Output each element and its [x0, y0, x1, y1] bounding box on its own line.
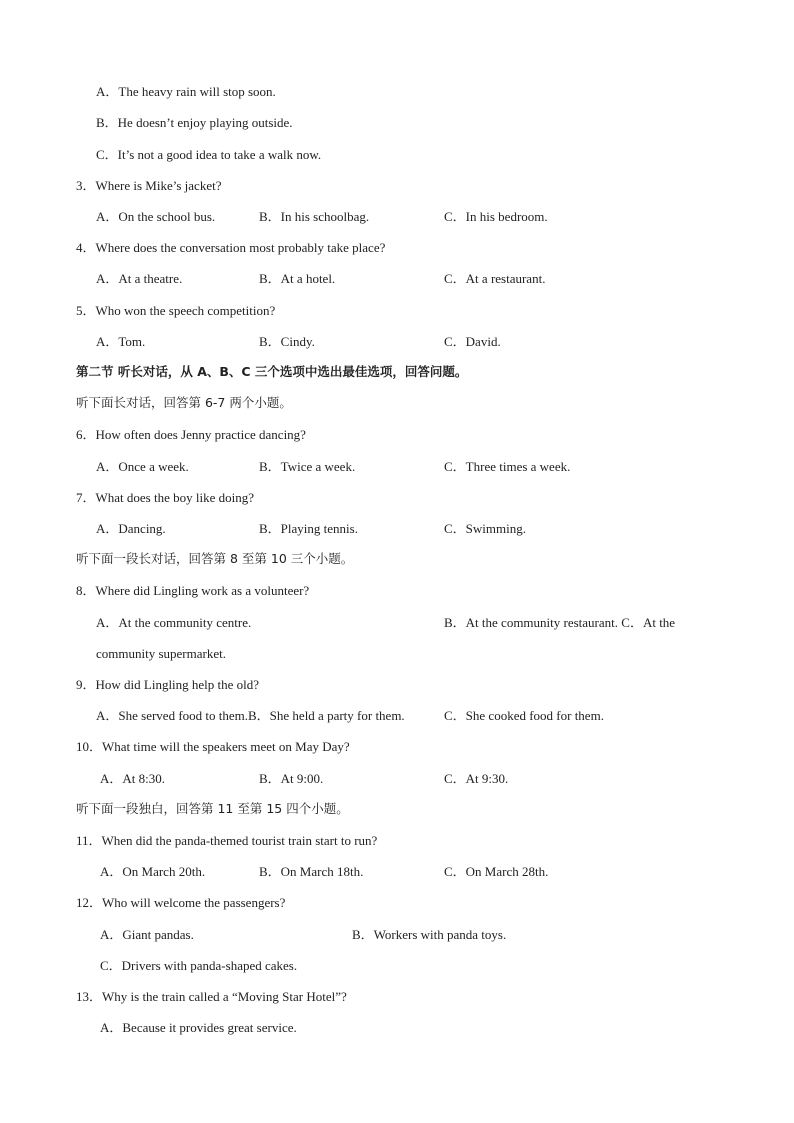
- q2-option-c: C．It’s not a good idea to take a walk now.: [96, 147, 322, 162]
- q7-option-a: A．Dancing.: [96, 521, 166, 536]
- q8-option-bc: B．At the community restaurant. C．At the: [444, 615, 676, 630]
- instruction-11-15: 听下面一段独白，回答第 11 至第 15 四个小题。: [76, 801, 349, 816]
- q10-option-c: C．At 9:30.: [444, 771, 509, 786]
- q7-option-b: B．Playing tennis.: [259, 521, 358, 536]
- q6-option-c: C．Three times a week.: [444, 459, 571, 474]
- section-2-heading: 第二节 听长对话，从 A、B、C 三个选项中选出最佳选项，回答问题。: [76, 364, 468, 379]
- q9-option-c: C．She cooked food for them.: [444, 708, 604, 723]
- q3-option-a: A．On the school bus.: [96, 209, 216, 224]
- q5-stem: 5．Who won the speech competition?: [76, 303, 276, 318]
- q6-stem: 6．How often does Jenny practice dancing?: [76, 427, 306, 442]
- q12-stem: 12．Who will welcome the passengers?: [76, 895, 286, 910]
- q5-option-b: B．Cindy.: [259, 334, 315, 349]
- q13-option-a: A．Because it provides great service.: [100, 1020, 297, 1035]
- instruction-6-7: 听下面长对话，回答第 6-7 两个小题。: [76, 395, 292, 410]
- q11-option-a: A．On March 20th.: [100, 864, 206, 879]
- instruction-8-10: 听下面一段长对话，回答第 8 至第 10 三个小题。: [76, 551, 354, 566]
- q8-option-a: A．At the community centre.: [96, 615, 252, 630]
- q12-option-b: B．Workers with panda toys.: [352, 927, 507, 942]
- q12-option-a: A．Giant pandas.: [100, 927, 194, 942]
- q11-option-b: B．On March 18th.: [259, 864, 364, 879]
- q7-stem: 7．What does the boy like doing?: [76, 490, 254, 505]
- q9-option-ab: A．She served food to them.B．She held a party for them.: [96, 708, 405, 723]
- q5-option-c: C．David.: [444, 334, 501, 349]
- q4-option-b: B．At a hotel.: [259, 271, 336, 286]
- q3-option-b: B．In his schoolbag.: [259, 209, 370, 224]
- q2-option-a: A．The heavy rain will stop soon.: [96, 84, 276, 99]
- q10-option-a: A．At 8:30.: [100, 771, 166, 786]
- q8-option-c-continued: community supermarket.: [96, 646, 226, 661]
- q11-stem: 11．When did the panda-themed tourist train start to run?: [76, 833, 378, 848]
- q3-stem: 3．Where is Mike’s jacket?: [76, 178, 222, 193]
- q11-option-c: C．On March 28th.: [444, 864, 549, 879]
- q7-option-c: C．Swimming.: [444, 521, 526, 536]
- q4-option-a: A．At a theatre.: [96, 271, 183, 286]
- q9-stem: 9．How did Lingling help the old?: [76, 677, 260, 692]
- q6-option-b: B．Twice a week.: [259, 459, 356, 474]
- q12-option-c: C．Drivers with panda-shaped cakes.: [100, 958, 298, 973]
- q5-option-a: A．Tom.: [96, 334, 146, 349]
- q6-option-a: A．Once a week.: [96, 459, 189, 474]
- q10-stem: 10．What time will the speakers meet on May Day?: [76, 739, 350, 754]
- q10-option-b: B．At 9:00.: [259, 771, 324, 786]
- q4-option-c: C．At a restaurant.: [444, 271, 546, 286]
- q3-option-c: C．In his bedroom.: [444, 209, 548, 224]
- q13-stem: 13．Why is the train called a “Moving Star Hotel”?: [76, 989, 347, 1004]
- q8-stem: 8．Where did Lingling work as a volunteer?: [76, 583, 310, 598]
- q2-option-b: B．He doesn’t enjoy playing outside.: [96, 115, 293, 130]
- q4-stem: 4．Where does the conversation most probably take place?: [76, 240, 386, 255]
